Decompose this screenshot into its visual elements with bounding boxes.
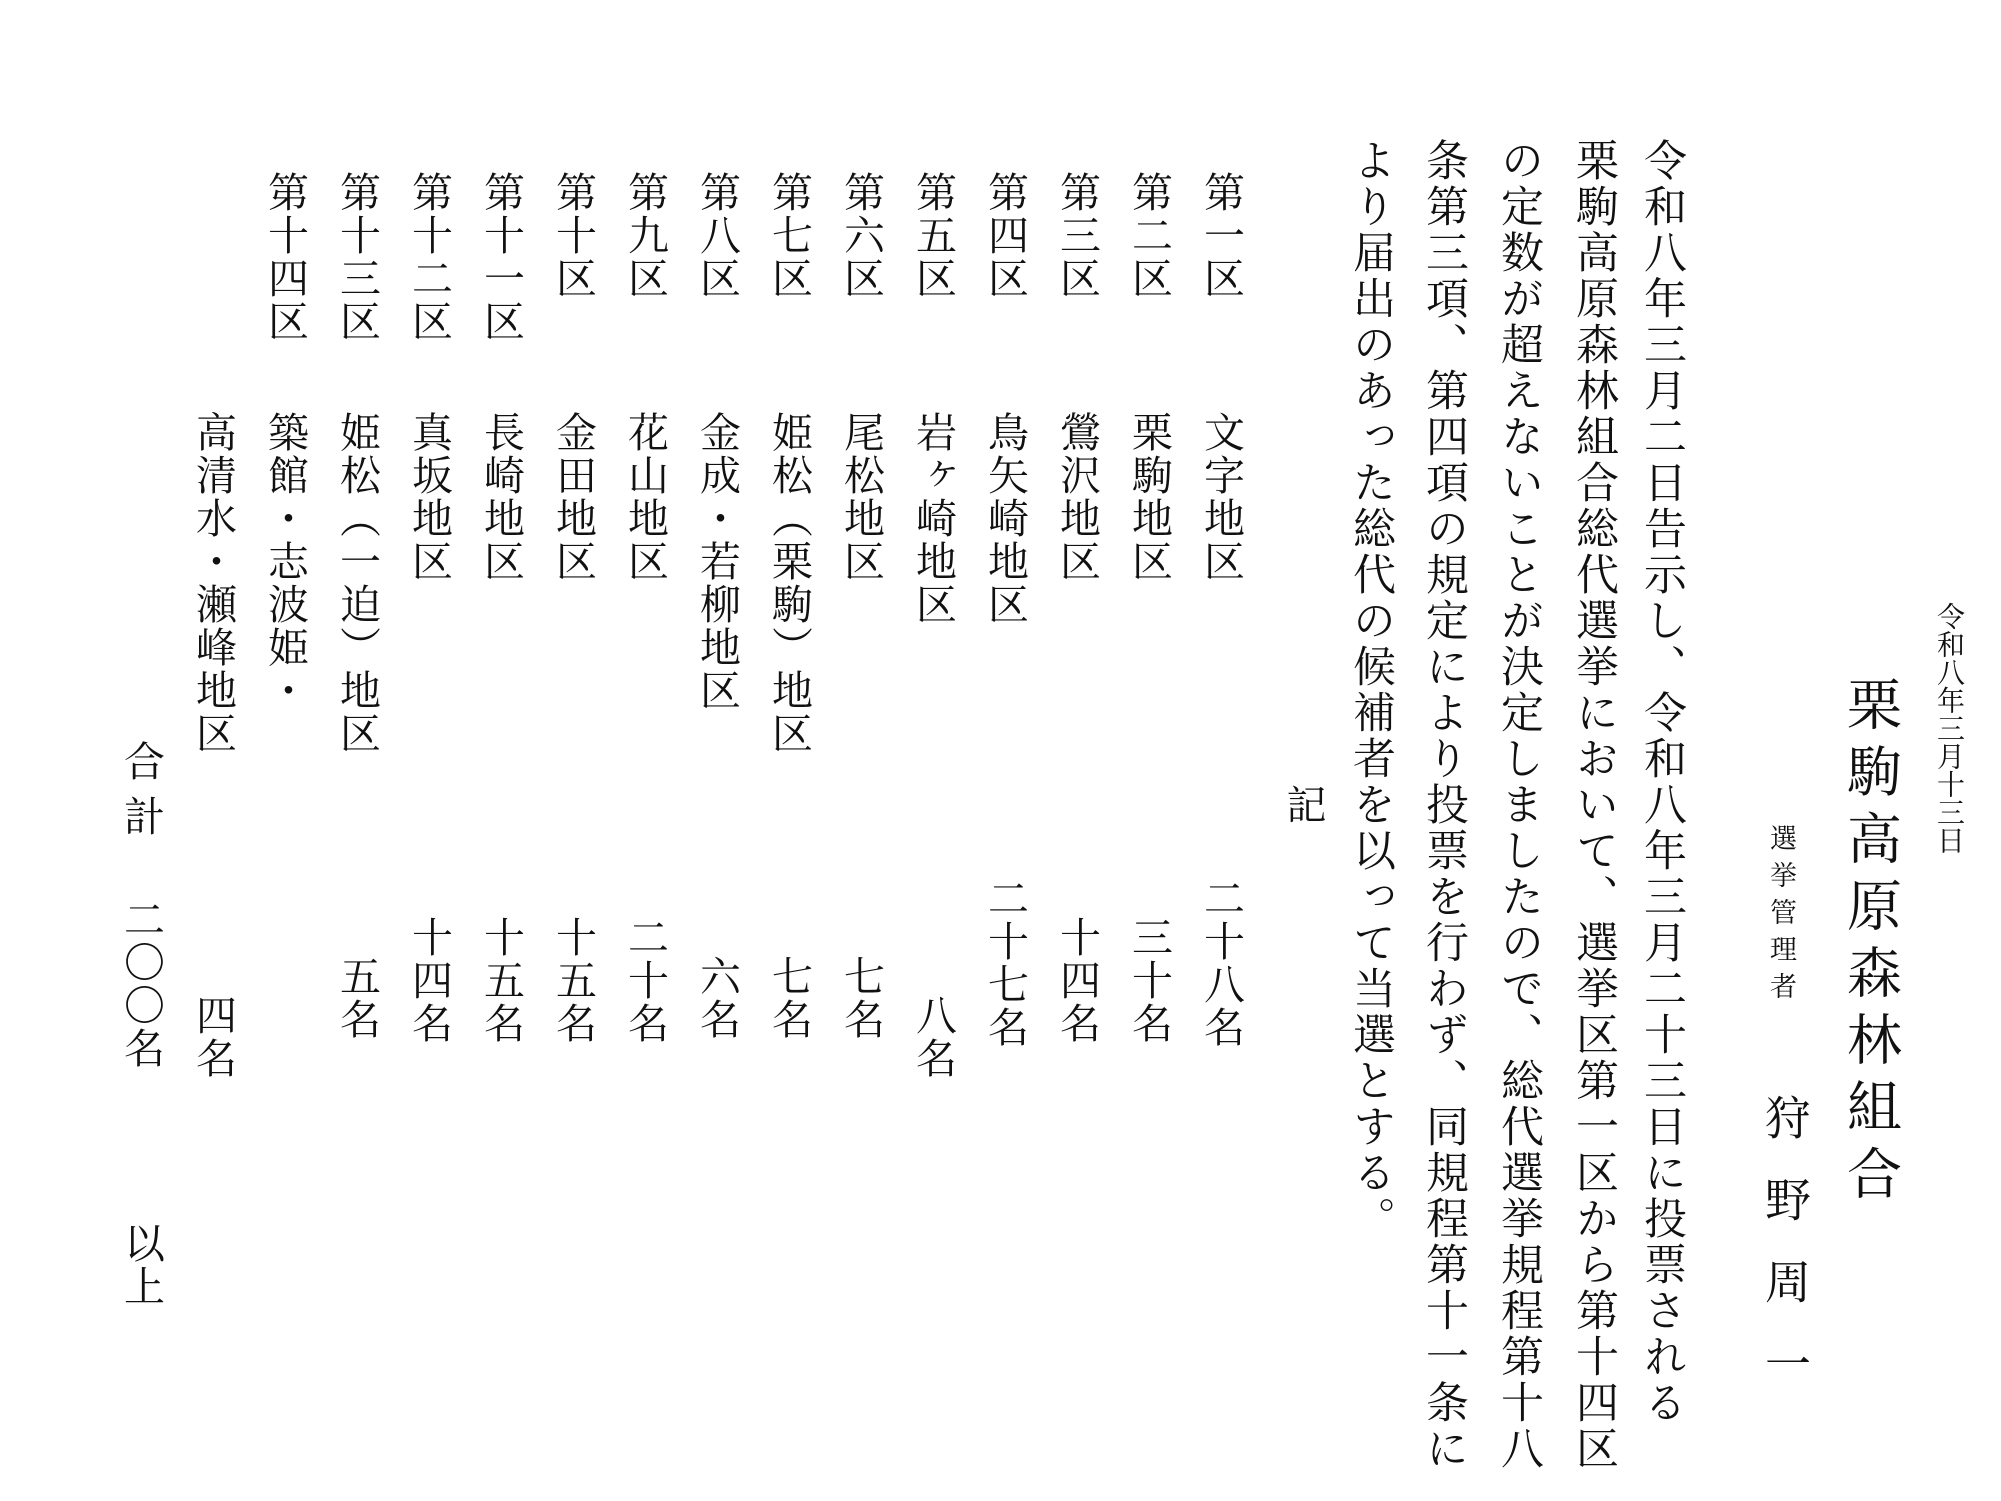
district-area: 花山地区 [621, 411, 669, 583]
district-area: 金田地区 [549, 411, 597, 583]
manager-name: 狩野周一 [1758, 1094, 1812, 1422]
district-name: 第十一区 [477, 171, 525, 343]
organization-name: 栗駒高原森林組合 [1838, 676, 1902, 1212]
district-name: 第一区 [1197, 171, 1245, 300]
body-line: の定数が超えないことが決定しましたので、総代選挙規程第十八 [1494, 138, 1544, 1472]
district-area: 鳥矢崎地区 [981, 411, 1029, 626]
body-line: より届出のあった総代の候補者を以って当選とする。 [1346, 138, 1396, 1242]
total-value: 二〇〇名 [117, 898, 165, 1070]
district-name: 第八区 [693, 171, 741, 300]
district-area-continued: 高清水・瀬峰地区 [189, 411, 237, 755]
district-count: 十四名 [405, 916, 453, 1045]
district-count: 六名 [693, 955, 741, 1041]
district-name: 第四区 [981, 171, 1029, 300]
district-name: 第十四区 [261, 171, 309, 343]
district-name: 第十区 [549, 171, 597, 300]
district-count: 十五名 [477, 916, 525, 1045]
district-count: 八名 [909, 994, 957, 1080]
district-area: 姫松（栗駒）地区 [765, 411, 813, 755]
district-area: 岩ヶ崎地区 [909, 411, 957, 626]
district-area: 金成・若柳地区 [693, 411, 741, 712]
body-line: 令和八年三月二日告示し、令和八年三月二十三日に投票される [1637, 138, 1687, 1426]
district-count: 七名 [765, 955, 813, 1041]
district-area: 文字地区 [1197, 411, 1245, 583]
body-line: 栗駒高原森林組合総代選挙において、選挙区第一区から第十四区 [1569, 138, 1619, 1472]
ki-marker: 記 [1280, 784, 1326, 824]
document-date: 令和八年三月十三日 [1933, 602, 1966, 854]
district-area: 尾松地区 [837, 411, 885, 583]
district-name: 第二区 [1125, 171, 1173, 300]
body-line: 条第三項、第四項の規定により投票を行わず、同規程第十一条に [1419, 138, 1469, 1472]
district-count: 二十名 [621, 916, 669, 1045]
district-area: 長崎地区 [477, 411, 525, 583]
district-name: 第五区 [909, 171, 957, 300]
district-count: 二十七名 [981, 877, 1029, 1049]
district-name: 第九区 [621, 171, 669, 300]
district-area: 築館・志波姫・ [261, 411, 309, 712]
district-area: 真坂地区 [405, 411, 453, 583]
district-area: 栗駒地区 [1125, 411, 1173, 583]
district-name: 第七区 [765, 171, 813, 300]
district-area: 姫松（一迫）地区 [333, 411, 381, 755]
district-count: 十五名 [549, 916, 597, 1045]
district-name: 第三区 [1053, 171, 1101, 300]
closing-mark: 以上 [117, 1222, 165, 1308]
district-count: 十四名 [1053, 916, 1101, 1045]
district-count: 七名 [837, 955, 885, 1041]
district-count: 二十八名 [1197, 877, 1245, 1049]
district-count: 四名 [189, 994, 237, 1080]
district-name: 第十二区 [405, 171, 453, 343]
district-area: 鶯沢地区 [1053, 411, 1101, 583]
total-label: 合計 [117, 740, 165, 850]
district-name: 第六区 [837, 171, 885, 300]
role-title: 選挙管理者 [1765, 824, 1796, 1009]
district-count: 五名 [333, 955, 381, 1041]
district-count: 三十名 [1125, 916, 1173, 1045]
district-name: 第十三区 [333, 171, 381, 343]
